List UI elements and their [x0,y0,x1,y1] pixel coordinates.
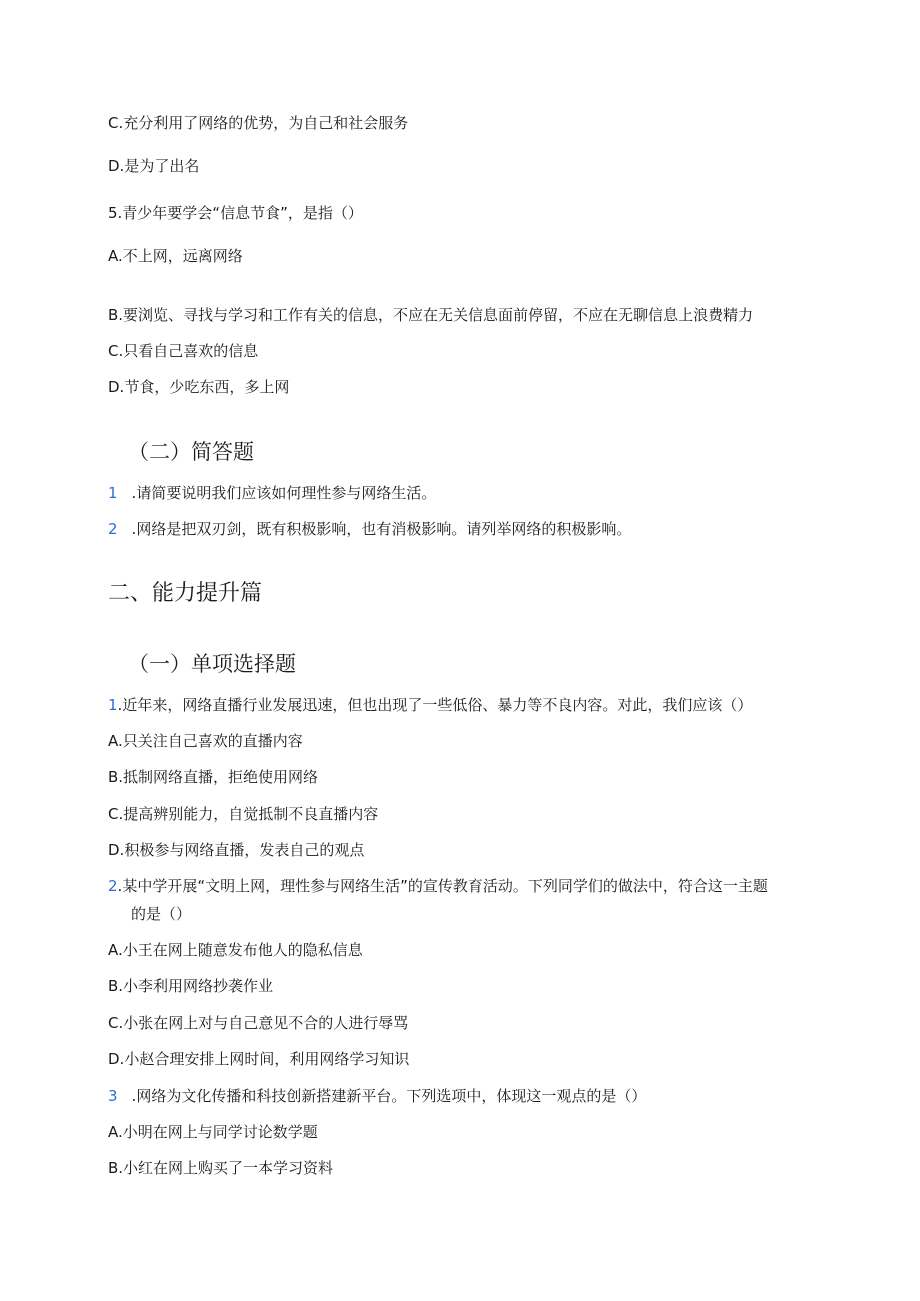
short-answer-q2 [108,519,631,539]
part2-subheading: （一）单项选择题 [128,652,296,676]
question-number: 2 [108,520,118,538]
part2-q2-option-c: C.小张在网上对与自己意见不合的人进行辱骂 [108,1014,409,1032]
q5-option-b: B.要浏览、寻找与学习和工作有关的信息，不应在无关信息面前停留，不应在无聊信息上浪费精力 [108,306,754,324]
q5-option-d: D.节食，少吃东西，多上网 [108,378,290,396]
question-text: .近年来，网络直播行业发展迅速，但也出现了一些低俗、暴力等不良内容。对此，我们应该（） [117,696,753,714]
question-text: .某中学开展“文明上网，理性参与网络生活”的宣传教育活动。下列同学们的做法中，符合这一主题 [117,877,768,895]
part2-q2-option-b: B.小李利用网络抄袭作业 [108,977,274,995]
q5-stem: 5.青少年要学会“信息节食”，是指（） [108,204,363,222]
part2-q2-stem-continued: 的是（） [131,905,192,923]
part2-q2-option-d: D.小赵合理安排上网时间，利用网络学习知识 [108,1050,410,1068]
part2-q1-option-a: A.只关注自己喜欢的直播内容 [108,732,303,750]
part2-q2-stem [108,876,768,896]
part2-q3-stem [108,1086,646,1106]
q4-option-d: D.是为了出名 [108,157,200,175]
part2-q1-option-d: D.积极参与网络直播，发表自己的观点 [108,841,365,859]
question-number: 3 [108,1087,118,1105]
q4-option-c: C.充分利用了网络的优势，为自己和社会服务 [108,114,409,132]
part2-q1-stem [108,695,752,715]
part2-q2-option-a: A.小王在网上随意发布他人的隐私信息 [108,941,363,959]
question-number: 2 [108,877,118,895]
short-answer-q1 [108,483,436,503]
short-answer-heading: （二）简答题 [128,440,254,464]
part2-q1-option-b: B.抵制网络直播，拒绝使用网络 [108,768,319,786]
part2-q3-option-b: B.小红在网上购买了一本学习资料 [108,1159,334,1177]
q5-option-c: C.只看自己喜欢的信息 [108,342,259,360]
question-text: .网络是把双刃剑，既有积极影响，也有消极影响。请列举网络的积极影响。 [131,520,632,538]
q5-option-a: A.不上网，远离网络 [108,247,243,265]
part2-heading: 二、能力提升篇 [108,581,263,606]
part2-q3-option-a: A.小明在网上与同学讨论数学题 [108,1123,318,1141]
question-number: 1 [108,696,118,714]
question-text: .网络为文化传播和科技创新搭建新平台。下列选项中，体现这一观点的是（） [131,1087,647,1105]
part2-q1-option-c: C.提高辨别能力，自觉抵制不良直播内容 [108,805,379,823]
question-text: .请简要说明我们应该如何理性参与网络生活。 [131,484,437,502]
question-number: 1 [108,484,118,502]
